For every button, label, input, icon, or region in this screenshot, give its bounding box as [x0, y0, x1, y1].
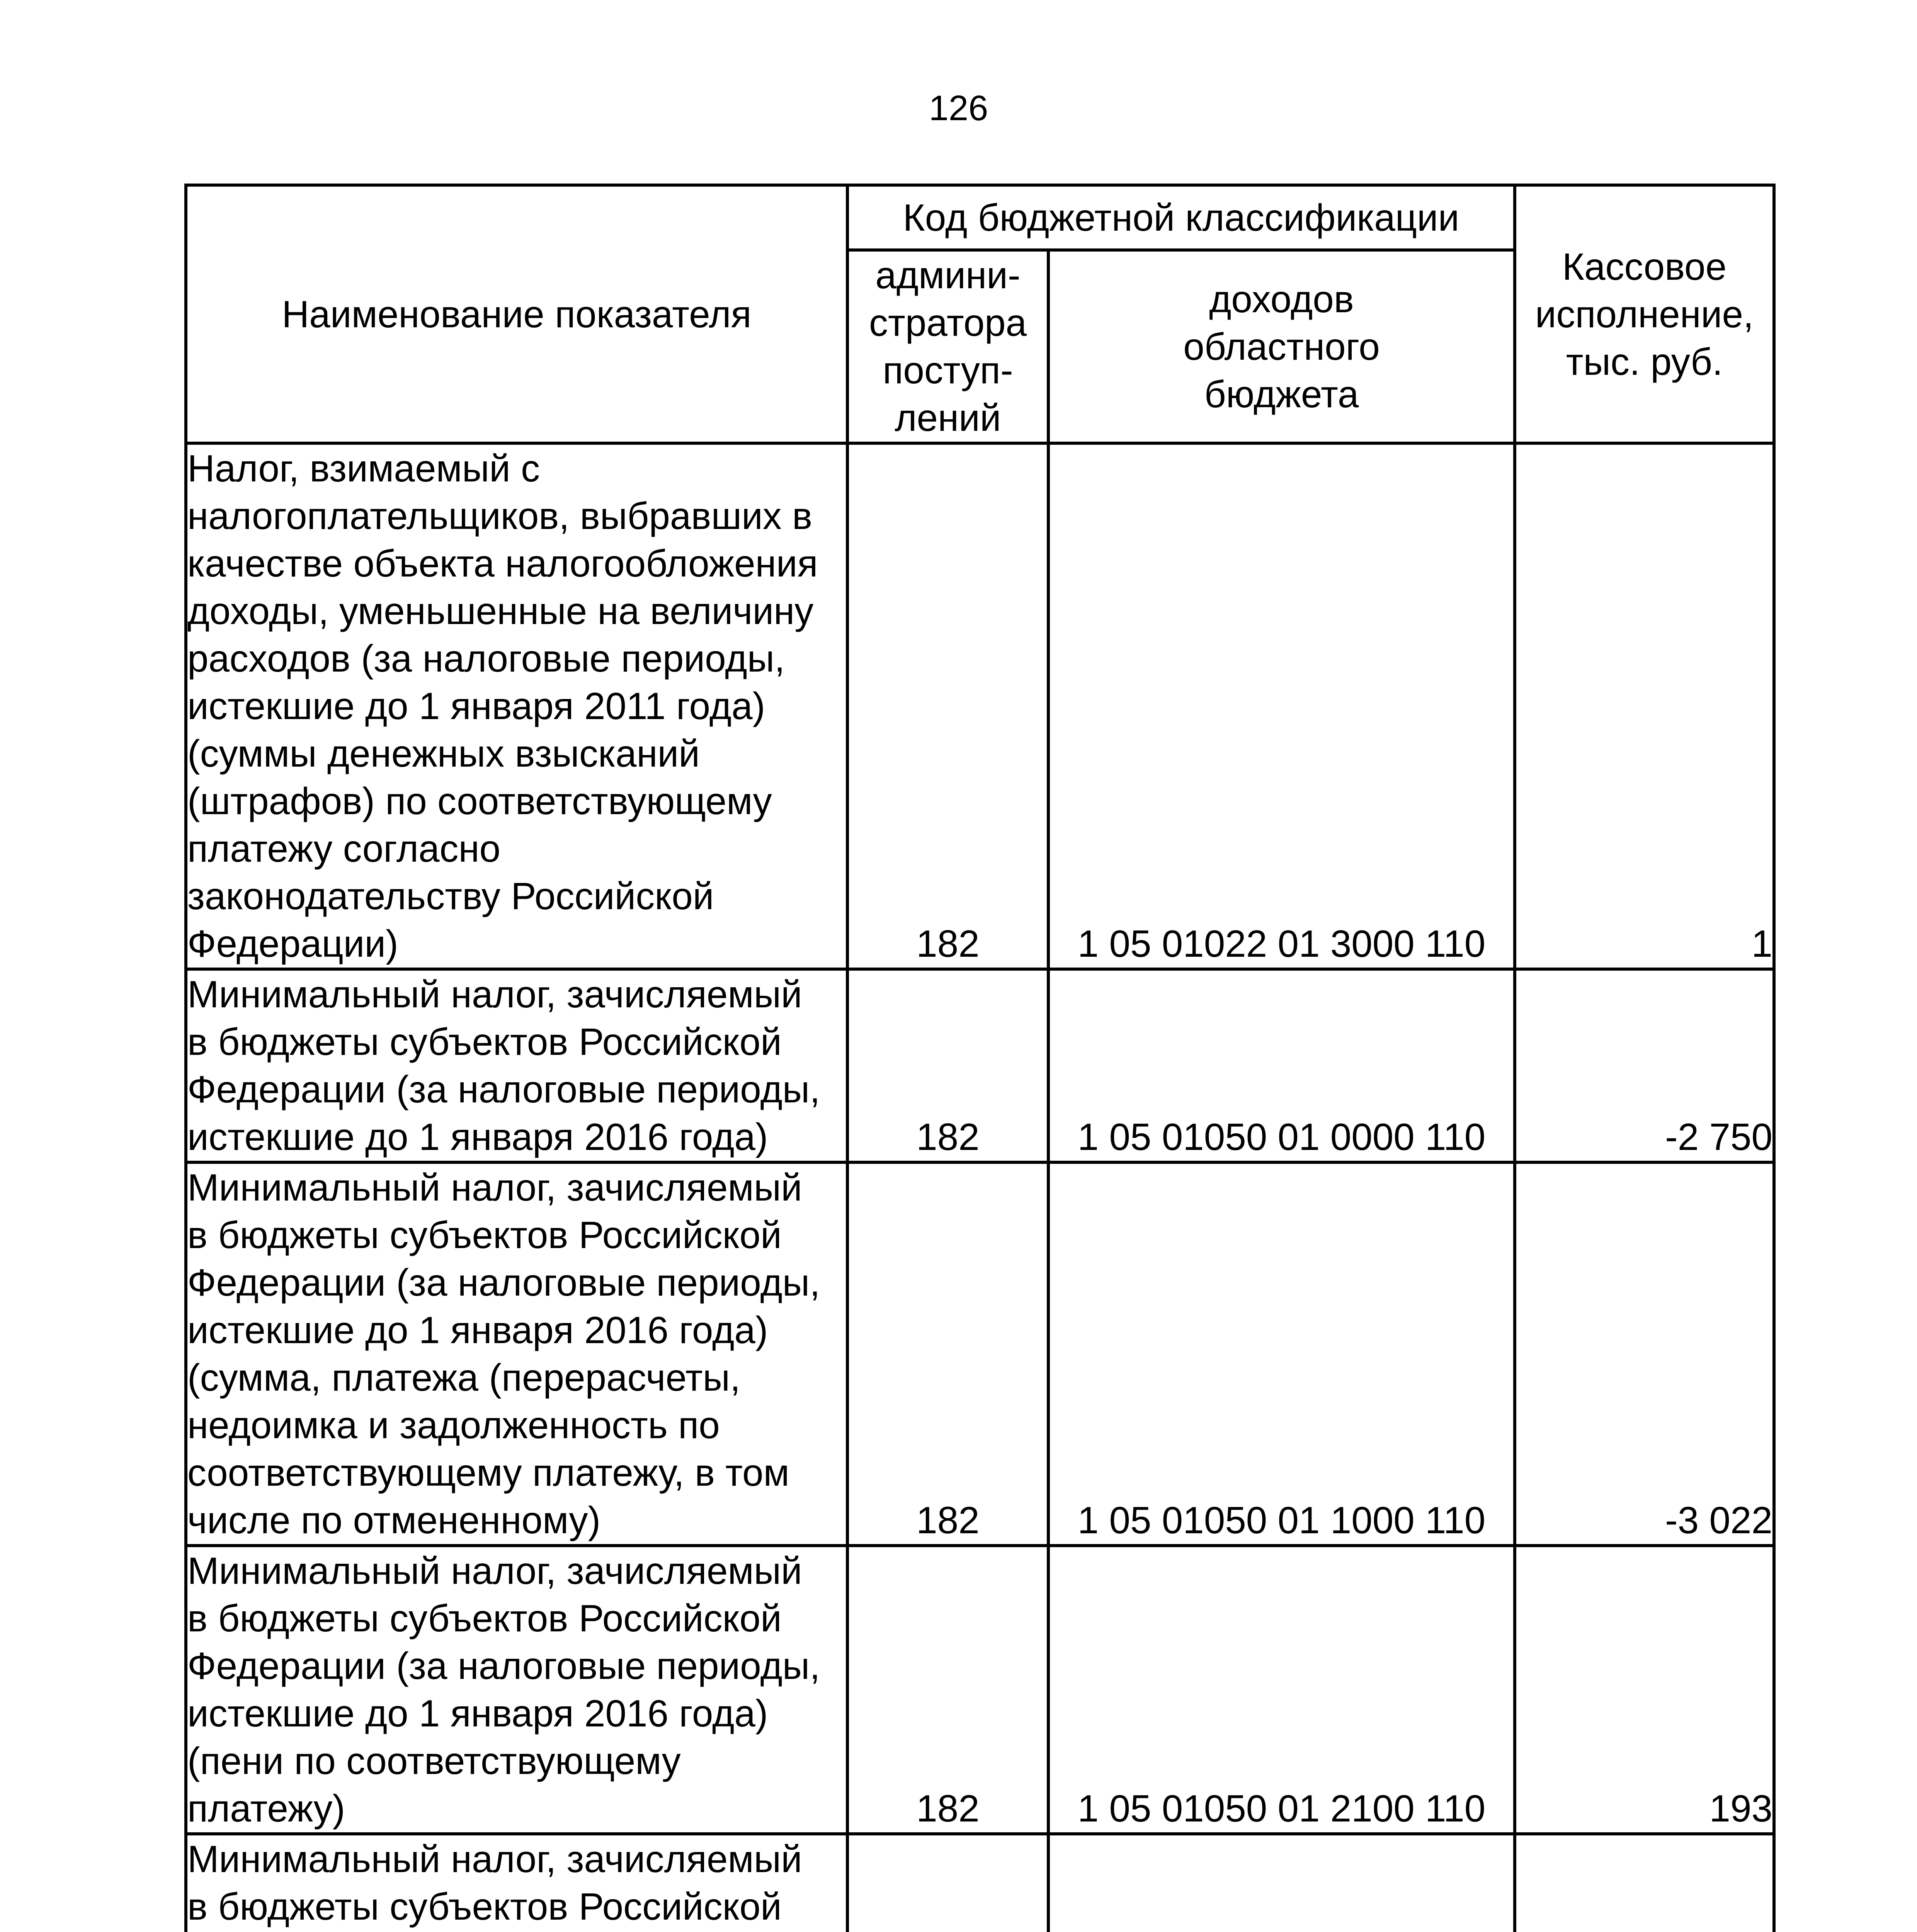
row-sum: -2 750	[1515, 969, 1774, 1162]
header-name-label: Наименование показателя	[282, 293, 752, 335]
table-body	[186, 443, 1774, 1932]
row-name: Налог, взимаемый с налогоплательщиков, выбравших в качестве объекта налогообложения доходы, уменьшенные на величину расходов (за налоговые периоды, истекшие до 1 января 2011 года) (суммы денежных взысканий (штрафов) по соответствующему платежу согласно законодательству Российской Федерации)	[186, 443, 847, 969]
row-name: Минимальный налог, зачисляемый в бюджеты субъектов Российской Федерации (за налоговые периоды, истекшие до 1 января 2016 года) (пени по соответствующему платежу)	[186, 1546, 847, 1834]
budget-table	[184, 184, 1776, 1932]
header-sum-label: Кассовое исполнение, тыс. руб.	[1535, 245, 1754, 383]
header-sum	[1515, 185, 1774, 443]
header-code-label: доходов областного бюджета	[1183, 277, 1380, 415]
row-income-code: 1 05 01022 01 3000 110	[1048, 443, 1515, 969]
row-income-code	[1048, 1834, 1515, 1932]
header-admin	[847, 250, 1048, 443]
header-code	[1048, 250, 1515, 443]
table-header	[186, 185, 1774, 443]
page-number: 126	[929, 88, 988, 128]
header-code-group-label: Код бюджетной классификации	[903, 196, 1459, 239]
row-admin-code: 182	[847, 1546, 1048, 1834]
row-income-code: 1 05 01050 01 1000 110	[1048, 1162, 1515, 1546]
header-code-group	[847, 185, 1515, 250]
row-admin-code	[847, 1834, 1048, 1932]
row-admin-code: 182	[847, 443, 1048, 969]
row-sum: 193	[1515, 1546, 1774, 1834]
row-name: Минимальный налог, зачисляемый в бюджеты субъектов Российской Федерации (за налоговые периоды, истекшие до 1 января 2016 года) (сумма, платежа (перерасчеты, недоимка и задолженность по соответствующему платежу, в том числе по отмененному)	[186, 1162, 847, 1546]
row-name: Минимальный налог, зачисляемый в бюджеты субъектов Российской	[186, 1834, 847, 1932]
row-name: Минимальный налог, зачисляемый в бюджеты субъектов Российской Федерации (за налоговые периоды, истекшие до 1 января 2016 года)	[186, 969, 847, 1162]
table-row	[186, 969, 1774, 1162]
row-sum: -3 022	[1515, 1162, 1774, 1546]
row-admin-code: 182	[847, 969, 1048, 1162]
table-row	[186, 1162, 1774, 1546]
row-admin-code: 182	[847, 1162, 1048, 1546]
table-row	[186, 1834, 1774, 1932]
table-row	[186, 443, 1774, 969]
row-sum	[1515, 1834, 1774, 1932]
table-row	[186, 1546, 1774, 1834]
header-name	[186, 185, 847, 443]
row-income-code: 1 05 01050 01 2100 110	[1048, 1546, 1515, 1834]
row-income-code: 1 05 01050 01 0000 110	[1048, 969, 1515, 1162]
row-sum: 1	[1515, 443, 1774, 969]
header-admin-label: админи- стратора поступ- лений	[869, 254, 1027, 439]
